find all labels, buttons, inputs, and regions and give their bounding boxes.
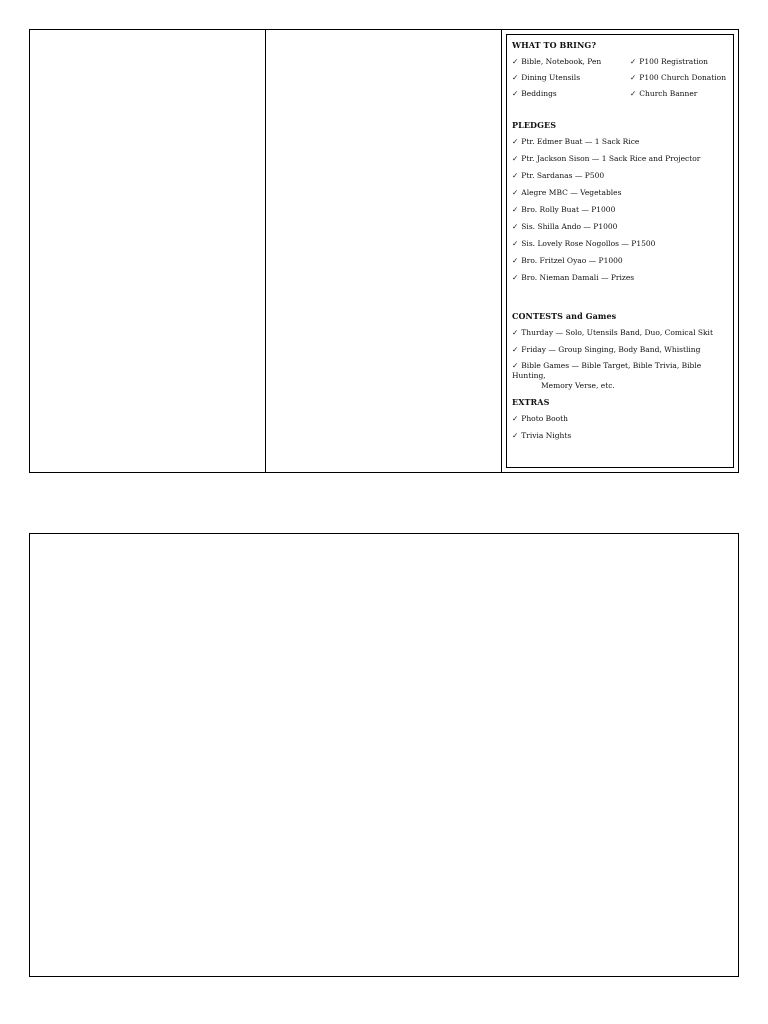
extra-item: ✓ Trivia Nights <box>512 431 572 440</box>
pledge-item: ✓ Ptr. Edmer Buat — 1 Sack Rice <box>512 137 640 146</box>
brochure-panel-middle <box>266 30 502 472</box>
what-to-bring-list <box>512 56 728 99</box>
pledge-item: ✓ Sis. Lovely Rose Nogollos — P1500 <box>512 239 656 248</box>
pledge-item: ✓ Ptr. Sardanas — P500 <box>512 171 605 180</box>
check-icon: ✓ <box>512 171 519 180</box>
check-icon: ✓ <box>512 73 519 82</box>
contest-item: ✓ Friday — Group Singing, Body Band, Whistling <box>512 345 701 354</box>
bring-item: ✓ Bible, Notebook, Pen <box>512 57 602 66</box>
bring-item: ✓ Beddings <box>512 89 557 98</box>
check-icon: ✓ <box>512 328 519 337</box>
pledges-list <box>512 136 728 283</box>
pledges-title: PLEDGES <box>512 120 557 130</box>
extras-list <box>512 413 728 441</box>
brochure-panel-left <box>30 30 266 472</box>
check-icon: ✓ <box>512 222 519 231</box>
check-icon: ✓ <box>512 154 519 163</box>
check-icon: ✓ <box>512 137 519 146</box>
check-icon: ✓ <box>512 431 519 440</box>
pledge-item: ✓ Sis. Shilla Ando — P1000 <box>512 222 618 231</box>
brochure-panel-right <box>502 30 738 472</box>
what-to-bring-title: WHAT TO BRING? <box>512 40 597 50</box>
bring-item: ✓ P100 Church Donation <box>630 73 727 82</box>
extras-title: EXTRAS <box>512 397 550 407</box>
contest-item-bible-games: ✓ Bible Games — Bible Target, Bible Trivia, Bible Hunting, Memory Verse, etc. <box>512 361 702 390</box>
check-icon: ✓ <box>512 361 519 370</box>
extra-item: ✓ Photo Booth <box>512 414 568 423</box>
check-icon: ✓ <box>512 345 519 354</box>
pledge-item: ✓ Bro. Nieman Damali — Prizes <box>512 273 635 282</box>
pledge-item: ✓ Bro. Fritzel Oyao — P1000 <box>512 256 623 265</box>
bring-item: ✓ Dining Utensils <box>512 73 581 82</box>
check-icon: ✓ <box>512 57 519 66</box>
check-icon: ✓ <box>512 89 519 98</box>
contests-title: CONTESTS and Games <box>512 311 617 321</box>
info-box <box>506 34 734 468</box>
check-icon: ✓ <box>512 414 519 423</box>
check-icon: ✓ <box>512 239 519 248</box>
check-icon: ✓ <box>512 205 519 214</box>
check-icon: ✓ <box>630 57 637 66</box>
check-icon: ✓ <box>512 188 519 197</box>
pledge-item: ✓ Bro. Rolly Buat — P1000 <box>512 205 616 214</box>
contest-item: ✓ Thurday — Solo, Utensils Band, Duo, Comical Skit <box>512 328 713 337</box>
pledge-item: ✓ Alegre MBC — Vegetables <box>512 188 622 197</box>
brochure-table <box>29 29 739 473</box>
contests-list <box>512 327 728 391</box>
check-icon: ✓ <box>630 89 637 98</box>
brochure-back-panel <box>29 533 739 977</box>
pledge-item: ✓ Ptr. Jackson Sison — 1 Sack Rice and Projector <box>512 154 701 163</box>
bring-item: ✓ Church Banner <box>630 89 698 98</box>
check-icon: ✓ <box>630 73 637 82</box>
check-icon: ✓ <box>512 256 519 265</box>
check-icon: ✓ <box>512 273 519 282</box>
bring-item: ✓ P100 Registration <box>630 57 709 66</box>
